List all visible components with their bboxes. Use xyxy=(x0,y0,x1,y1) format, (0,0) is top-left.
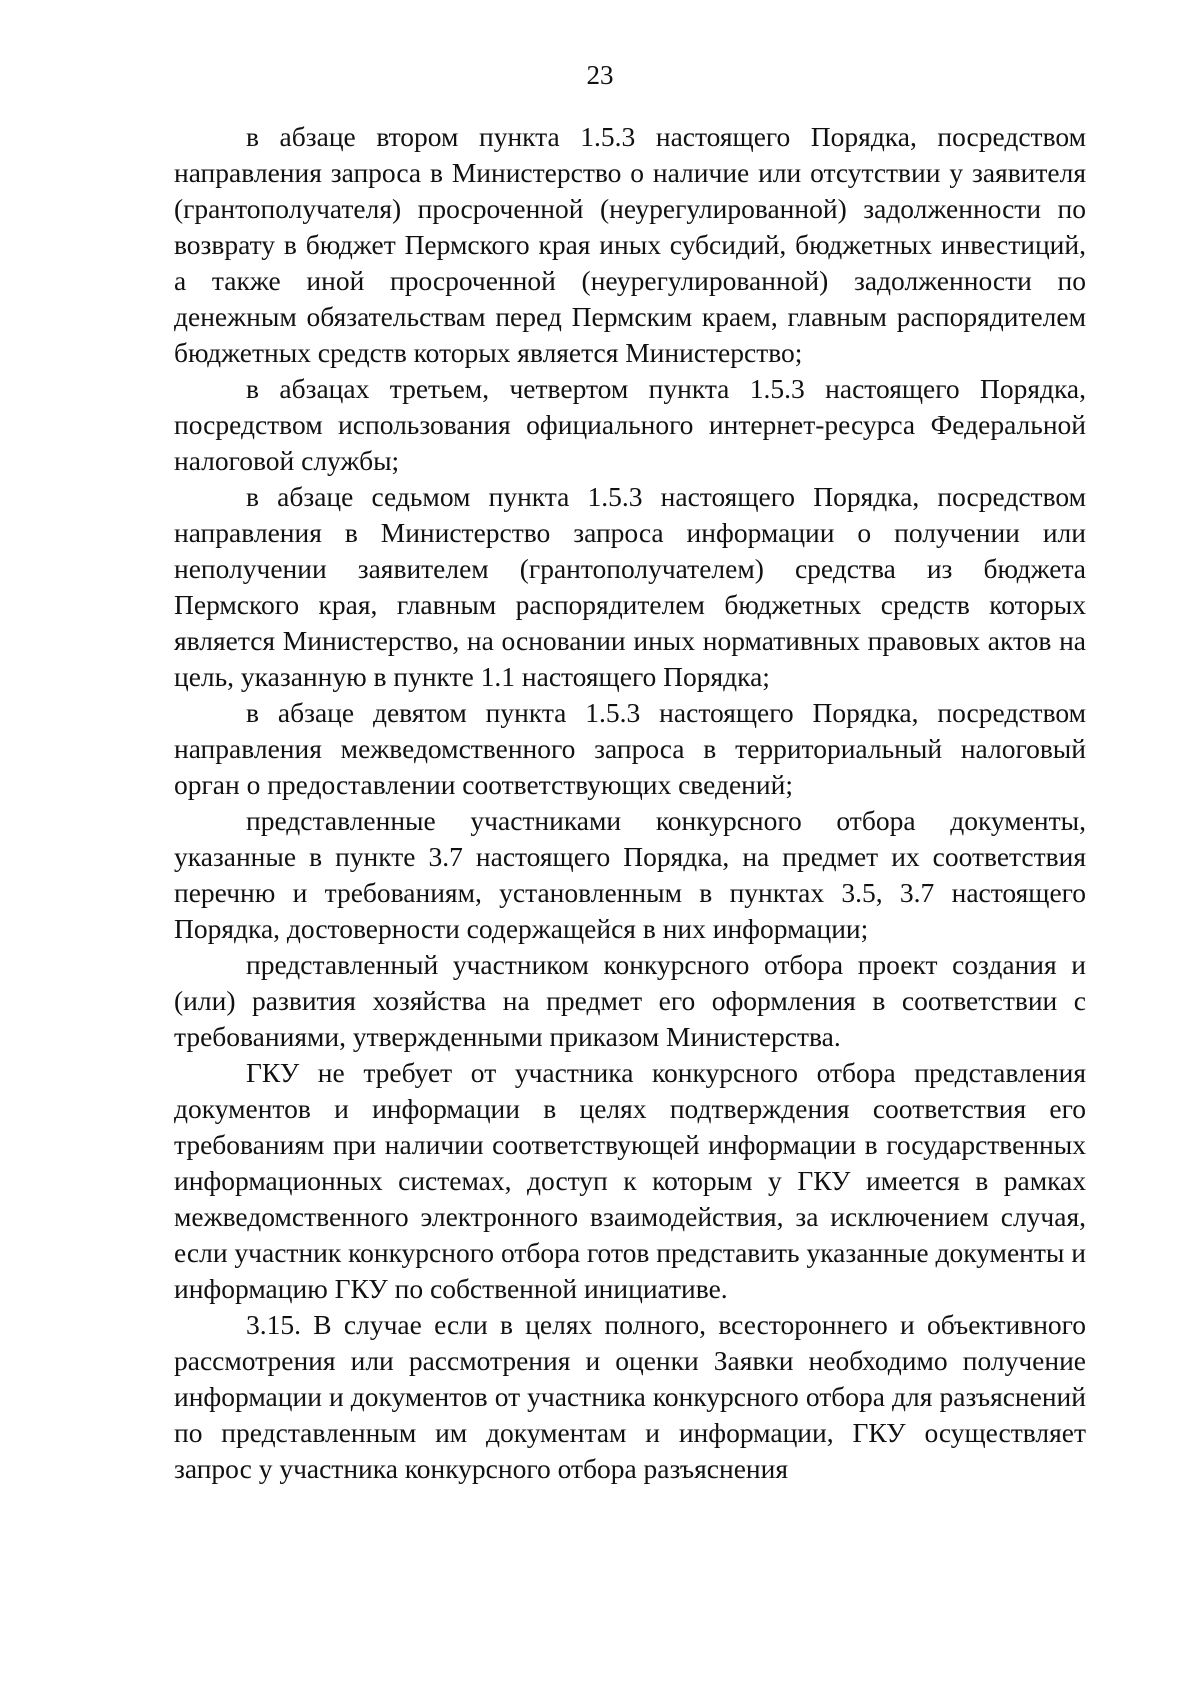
paragraph-8: 3.15. В случае если в целях полного, всестороннего и объективного рассмотрения или рассмотрения и оценки Заявки необходимо получение информации и документов от участника конкурсного отбора для разъяснений по представленным им документам и информации, ГКУ осуществляет запрос у участника конкурсного отбора разъяснения xyxy=(174,1309,1086,1484)
paragraph-4: в абзаце девятом пункта 1.5.3 настоящего Порядка, посредством направления межведомственного запроса в территориальный налоговый орган о предоставлении соответствующих сведений; xyxy=(174,697,1086,800)
document-body xyxy=(174,119,1086,1487)
paragraph-5: представленные участниками конкурсного отбора документы, указанные в пункте 3.7 настоящего Порядка, на предмет их соответствия перечню и требованиям, установленным в пунктах 3.5, 3.7 настоящего Порядка, достоверности содержащейся в них информации; xyxy=(174,805,1086,944)
paragraph-2: в абзацах третьем, четвертом пункта 1.5.3 настоящего Порядка, посредством использования официального интернет-ресурса Федеральной налоговой службы; xyxy=(174,373,1086,476)
paragraph-3: в абзаце седьмом пункта 1.5.3 настоящего Порядка, посредством направления в Министерство запроса информации о получении или неполучении заявителем (грантополучателем) средства из бюджета Пермского края, главным распорядителем бюджетных средств которых является Министерство, на основании иных нормативных правовых актов на цель, указанную в пункте 1.1 настоящего Порядка; xyxy=(174,481,1086,692)
paragraph-1: в абзаце втором пункта 1.5.3 настоящего Порядка, посредством направления запроса в Министерство о наличие или отсутствии у заявителя (грантополучателя) просроченной (неурегулированной) задолженности по возврату в бюджет Пермского края иных субсидий, бюджетных инвестиций, а также иной просроченной (неурегулированной) задолженности по денежным обязательствам перед Пермским краем, главным распорядителем бюджетных средств которых является Министерство; xyxy=(174,121,1086,368)
paragraph-6: представленный участником конкурсного отбора проект создания и (или) развития хозяйства на предмет его оформления в соответствии с требованиями, утвержденными приказом Министерства. xyxy=(174,949,1086,1052)
paragraph-7: ГКУ не требует от участника конкурсного отбора представления документов и информации в целях подтверждения соответствия его требованиям при наличии соответствующей информации в государственных информационных системах, доступ к которым у ГКУ имеется в рамках межведомственного электронного взаимодействия, за исключением случая, если участник конкурсного отбора готов представить указанные документы и информацию ГКУ по собственной инициативе. xyxy=(174,1057,1086,1304)
page-number: 23 xyxy=(586,60,614,90)
